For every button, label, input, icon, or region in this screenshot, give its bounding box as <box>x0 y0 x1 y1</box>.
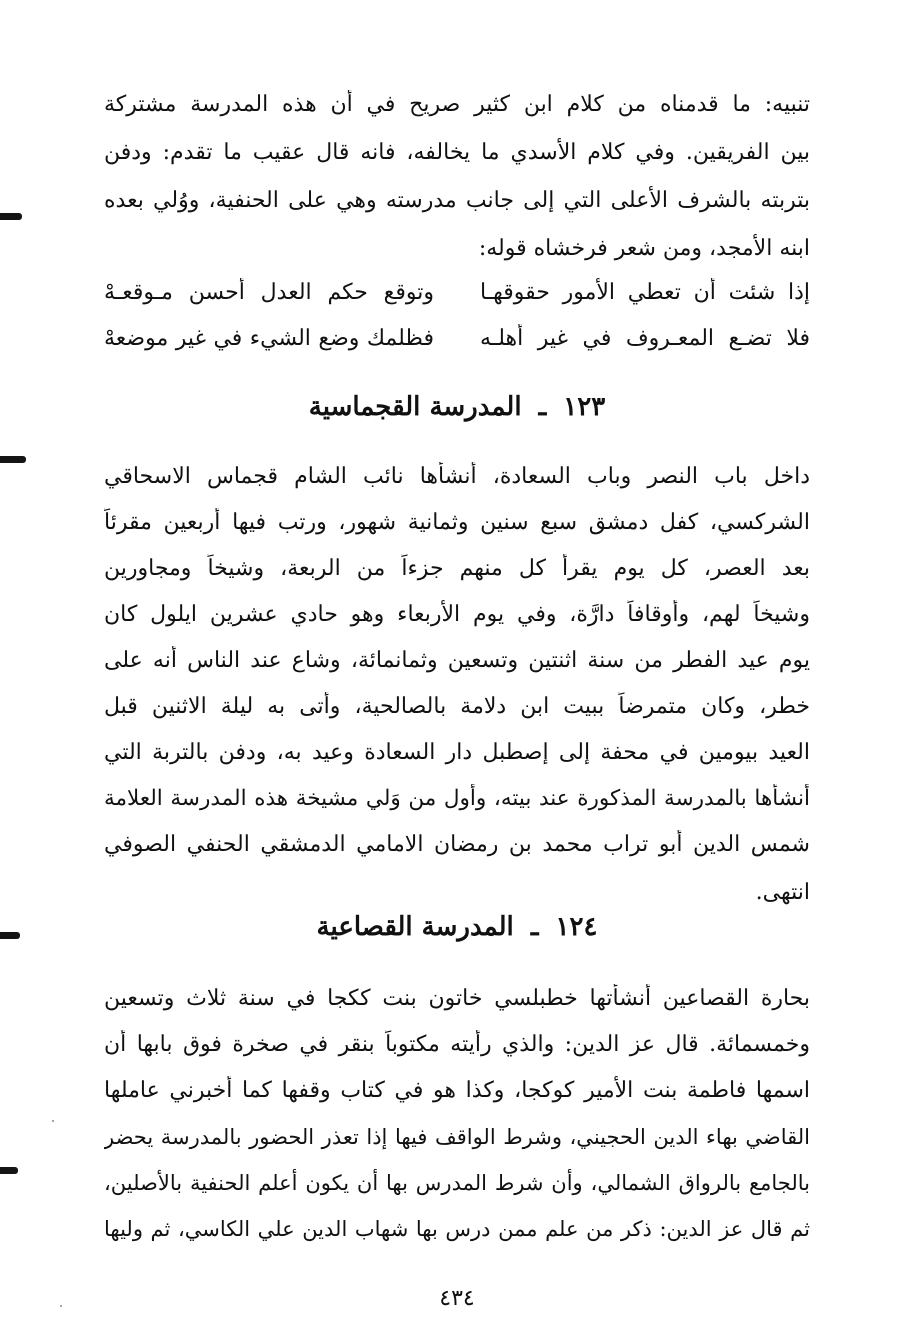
text-line: القاضي بهاء الدين الحجيني، وشرط الواقف فيها إذا تعذر الحضور بالمدرسة يحضر <box>104 1125 810 1149</box>
verse-second-hemistich: وتوقع حكم العدل أحسن مـوقعـهْ <box>104 280 434 305</box>
section-title: المدرسة القصاعية <box>316 912 514 942</box>
text-line: تنبيه: ما قدمناه من كلام ابن كثير صريح في أن هذه المدرسة مشتركة <box>104 92 810 117</box>
paper-speck <box>60 1305 62 1307</box>
text-line: ثم قال عز الدين: ذكر من علم ممن درس بها شهاب الدين علي الكاسي، ثم وليها <box>104 1217 810 1241</box>
text-line: بحارة القصاعين أنشأتها خطبلسي خاتون بنت ككجا في سنة ثلاث وتسعين <box>104 986 810 1011</box>
paper-speck <box>52 1120 54 1122</box>
text-line: بين الفريقين. وفي كلام الأسدي ما يخالفه، فانه قال عقيب ما تقدم: ودفن <box>104 140 810 165</box>
verse-first-hemistich: إذا شئت أن تعطي الأمور حقوقهـا <box>480 280 810 305</box>
text-line: اسمها فاطمة بنت الأمير كوكجا، وكذا هو في كتاب وقفها كما أخبرني عاملها <box>104 1078 810 1103</box>
verse-second-hemistich: فظلمك وضع الشيء في غير موضعهْ <box>104 326 434 351</box>
text-line: شمس الدين أبو تراب محمد بن رمضان الامامي الدمشقي الحنفي الصوفي <box>104 832 810 857</box>
verse-first-hemistich: فلا تضـع المعـروف في غير أهلـه <box>480 326 810 351</box>
margin-mark <box>0 1167 18 1174</box>
text-line: بتربته بالشرف الأعلى التي إلى جانب مدرسته وهي على الحنفية، ووُلي بعده <box>104 188 810 213</box>
text-line: ابنه الأمجد، ومن شعر فرخشاه قوله: <box>478 236 810 261</box>
text-line: انتهى. <box>755 880 810 905</box>
poem-verse <box>104 324 810 358</box>
margin-mark <box>0 456 26 463</box>
section-number: ١٢٤ <box>555 912 598 942</box>
section-heading <box>104 910 810 950</box>
text-line: خطر، وكان متمرضاً ببيت ابن دلامة بالصالحية، وأتى به ليلة الاثنين قبل <box>104 694 810 719</box>
section-dash: ـ <box>530 912 539 942</box>
margin-mark <box>0 213 22 220</box>
section-heading <box>104 390 810 430</box>
text-line: أنشأها بالمدرسة المذكورة عند بيته، وأول من وَلي مشيخة هذه المدرسة العلامة <box>104 786 810 811</box>
text-line: بعد العصر، كل يوم يقرأ كل منهم جزءاً من الربعة، وشيخاً ومجاورين <box>104 556 810 581</box>
text-line: وخمسمائة. قال عز الدين: والذي رأيته مكتوباً بنقر في صخرة فوق بابها أن <box>104 1032 810 1057</box>
text-line: وشيخاً لهم، وأوقافاً دارَّة، وفي يوم الأربعاء وهو حادي عشرين ايلول كان <box>104 602 810 627</box>
section-dash: ـ <box>538 392 547 422</box>
text-line: يوم عيد الفطر من سنة اثنتين وتسعين وثمانمائة، وشاع عند الناس أنه على <box>104 648 810 673</box>
section-number: ١٢٣ <box>563 392 606 422</box>
text-line: العيد بيومين في محفة إلى إصطبل دار السعادة وعيد به، ودفن بالتربة التي <box>104 740 810 765</box>
margin-mark <box>0 932 20 939</box>
text-line: بالجامع بالرواق الشمالي، وأن شرط المدرس بها أن يكون أعلم الحنفية بالأصلين، <box>104 1171 810 1195</box>
poem-verse <box>104 278 810 312</box>
page-number: ٤٣٤ <box>439 1286 475 1311</box>
text-line: الشركسي، كفل دمشق سبع سنين وثمانية شهور، ورتب فيها أربعين مقرئاً <box>104 510 810 535</box>
text-line: داخل باب النصر وباب السعادة، أنشأها نائب الشام قجماس الاسحاقي <box>104 464 810 489</box>
section-title: المدرسة القجماسية <box>308 392 522 422</box>
